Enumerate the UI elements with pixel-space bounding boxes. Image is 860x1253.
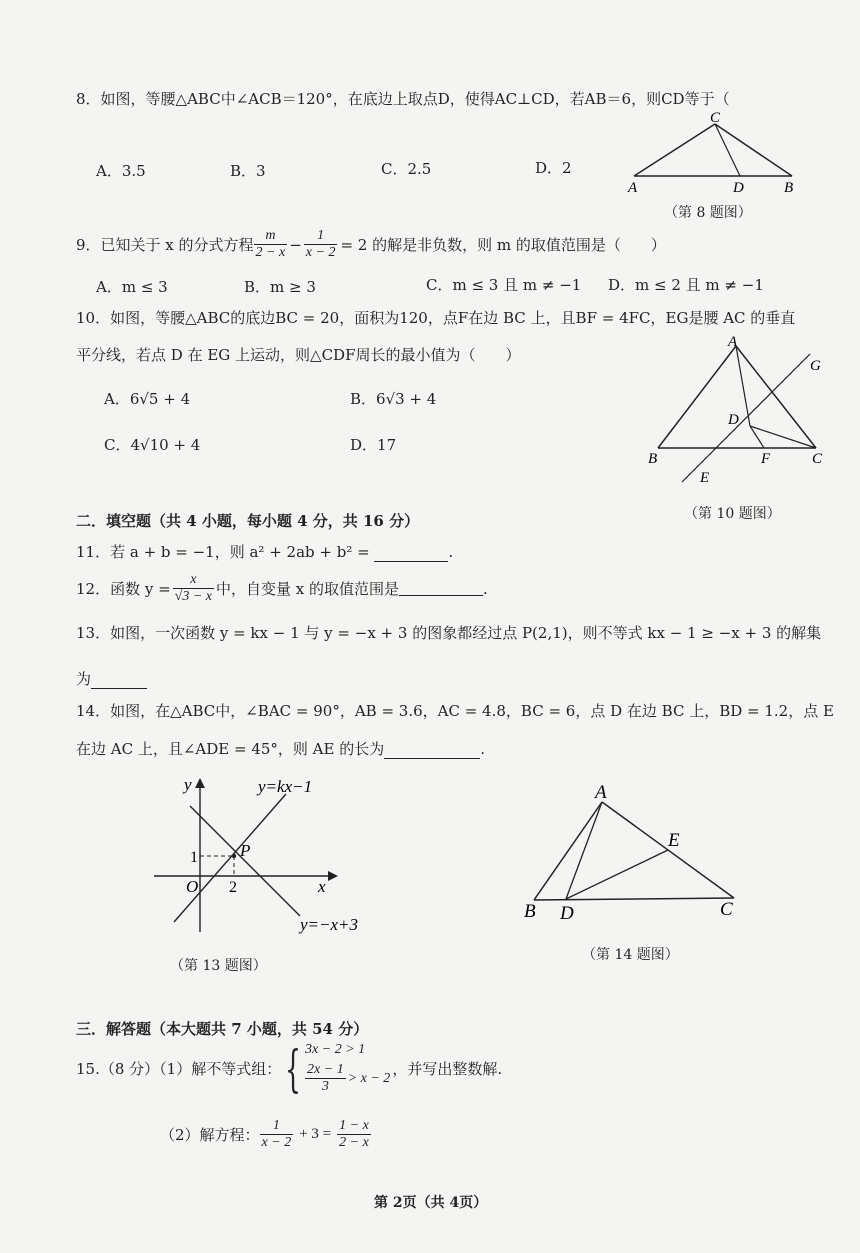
- q10-line1: 10．如图，等腰△ABC的底边BC = 20，面积为120，点F在边 BC 上，且BF = 4FC，EG是腰 AC 的垂直: [76, 309, 796, 327]
- q15-part1: [76, 1039, 503, 1098]
- q9-prefix: 9．已知关于 x 的分式方程: [76, 236, 254, 254]
- q8-caption: （第 8 题图）: [664, 205, 752, 221]
- q15-ineq2: [305, 1062, 390, 1095]
- q14-label-a: A: [595, 782, 607, 803]
- q15-frac: [305, 1062, 346, 1095]
- q9-frac1-num: m: [254, 228, 288, 245]
- q11-text: 11．若 a + b = −1，则 a² + 2ab + b² =: [76, 543, 375, 561]
- q15-frac-num: 2x − 1: [307, 1062, 344, 1077]
- q10-option-a: A．6√5 + 4: [104, 390, 191, 408]
- q14-line2: [76, 738, 485, 759]
- q14-figure: [520, 778, 745, 928]
- q12-num: x: [173, 572, 214, 589]
- q14-line2-text: 在边 AC 上，且∠ADE = 45°，则 AE 的长为: [76, 740, 385, 758]
- q13-label-1: 1: [190, 849, 198, 866]
- q13-label-y: y: [184, 775, 192, 794]
- section2-heading: 二．填空题（共 4 小题，每小题 4 分，共 16 分）: [76, 512, 420, 530]
- q9-frac1-den: 2 − x: [255, 245, 286, 260]
- q10-line2: 平分线，若点 D 在 EG 上运动，则△CDF周长的最小值为（ ）: [76, 346, 521, 364]
- q11: [76, 541, 453, 562]
- q12-prefix: 12．函数 y =: [76, 580, 171, 598]
- page-footer: 第 2页（共 4页）: [374, 1195, 488, 1211]
- q15-p2-den1: x − 2: [261, 1135, 292, 1150]
- q8-stem: 8．如图，等腰△ABC中∠ACB＝120°，在底边上取点D，使得AC⊥CD，若AB＝6，则CD等于（: [76, 90, 730, 108]
- q9-minus: −: [289, 235, 302, 254]
- q12-den: √3 − x: [174, 589, 213, 604]
- q15-p2-num1: 1: [260, 1118, 294, 1135]
- q12-end: .: [483, 579, 488, 598]
- q14-label-c: C: [720, 899, 733, 920]
- q10-label-e: E: [700, 470, 710, 486]
- q13-line2-text: 为: [76, 670, 92, 688]
- q9-stem: [76, 228, 666, 261]
- q8-option-b: B．3: [230, 162, 266, 180]
- q15-system: [305, 1042, 390, 1095]
- q8-label-c: C: [710, 110, 721, 126]
- q9-option-d: D．m ≤ 2 且 m ≠ −1: [608, 276, 764, 294]
- q9-frac2: [304, 228, 338, 261]
- q15-part2-prefix: （2）解方程：: [160, 1126, 260, 1144]
- q13-blank: [91, 674, 147, 689]
- q15-p2-num2: 1 − x: [339, 1118, 369, 1133]
- q13-caption: （第 13 题图）: [170, 958, 267, 974]
- q8-figure: [620, 110, 810, 195]
- q15-p2-den2: 2 − x: [339, 1135, 369, 1150]
- q13-label-line1: y=kx−1: [258, 777, 313, 796]
- q10-option-d: D．17: [350, 436, 397, 454]
- q9-frac2-den: x − 2: [305, 245, 336, 260]
- q13-label-2: 2: [229, 879, 237, 896]
- q8-label-a: A: [628, 180, 638, 195]
- q8-label-d: D: [733, 180, 744, 195]
- q14-end: .: [480, 740, 486, 758]
- q15-suffix: ，并写出整数解.: [392, 1060, 503, 1078]
- q9-option-c: C．m ≤ 3 且 m ≠ −1: [426, 276, 582, 294]
- q10-option-c: C．4√10 + 4: [104, 436, 201, 454]
- q8-option-c: C．2.5: [381, 160, 432, 178]
- q8-option-a: A．3.5: [96, 162, 146, 180]
- q8-label-b: B: [784, 180, 794, 195]
- q10-option-b: B．6√3 + 4: [350, 390, 437, 408]
- q9-option-a: A．m ≤ 3: [96, 278, 168, 296]
- q13-label-p: P: [240, 841, 251, 860]
- q15-brace: {: [285, 1039, 302, 1098]
- q9-suffix: = 2 的解是非负数，则 m 的取值范围是（ ）: [340, 236, 666, 254]
- q11-end: .: [448, 543, 454, 561]
- q15-p2-frac1: [260, 1118, 294, 1151]
- q10-label-g: G: [810, 358, 821, 374]
- q9-option-b: B．m ≥ 3: [244, 278, 316, 296]
- q15-p2-frac2: [337, 1118, 371, 1151]
- q13-figure: [150, 772, 380, 942]
- q10-label-b: B: [648, 451, 658, 467]
- q14-label-e: E: [668, 830, 680, 851]
- q15-ineq1: 3x − 2 > 1: [305, 1042, 366, 1057]
- q8-option-d: D．2: [535, 159, 572, 177]
- q14-line1: 14．如图，在△ABC中，∠BAC = 90°，AB = 3.6，AC = 4.8，BC = 6，点 D 在边 BC 上，BD = 1.2，点 E: [76, 702, 834, 720]
- q13-label-x: x: [318, 877, 326, 896]
- q15-frac-den: 3: [321, 1079, 329, 1094]
- q9-frac1: [254, 228, 288, 261]
- q12-blank: [399, 581, 483, 596]
- q13-label-line2: y=−x+3: [300, 915, 359, 934]
- q10-label-d: D: [728, 412, 739, 428]
- q13-line2: [76, 668, 147, 689]
- q10-caption: （第 10 题图）: [684, 506, 781, 522]
- q12-frac: [173, 572, 214, 605]
- q10-label-c: C: [812, 451, 823, 467]
- q9-frac2-num: 1: [304, 228, 338, 245]
- q15-ineq2-rest: > x − 2: [347, 1070, 391, 1086]
- section3-heading: 三．解答题（本大题共 7 小题，共 54 分）: [76, 1020, 369, 1038]
- q10-label-f: F: [761, 451, 771, 467]
- q15-prefix: 15.（8 分）（1）解不等式组：: [76, 1060, 282, 1078]
- q10-figure: [640, 332, 835, 492]
- q13-line1: 13．如图，一次函数 y = kx − 1 与 y = −x + 3 的图象都经过点 P(2,1)，则不等式 kx − 1 ≥ −x + 3 的解集: [76, 624, 822, 642]
- q12-suffix: 中，自变量 x 的取值范围是: [216, 580, 400, 598]
- q12: [76, 572, 488, 605]
- q14-label-b: B: [524, 901, 536, 922]
- q14-blank: [384, 744, 480, 759]
- q14-caption: （第 14 题图）: [582, 947, 679, 963]
- q13-label-o: O: [186, 877, 199, 896]
- q15-p2-mid: + 3 =: [299, 1126, 332, 1142]
- q11-blank: [374, 547, 448, 562]
- q15-part2: [160, 1118, 371, 1151]
- q14-label-d: D: [560, 903, 574, 924]
- q10-label-a: A: [728, 334, 738, 350]
